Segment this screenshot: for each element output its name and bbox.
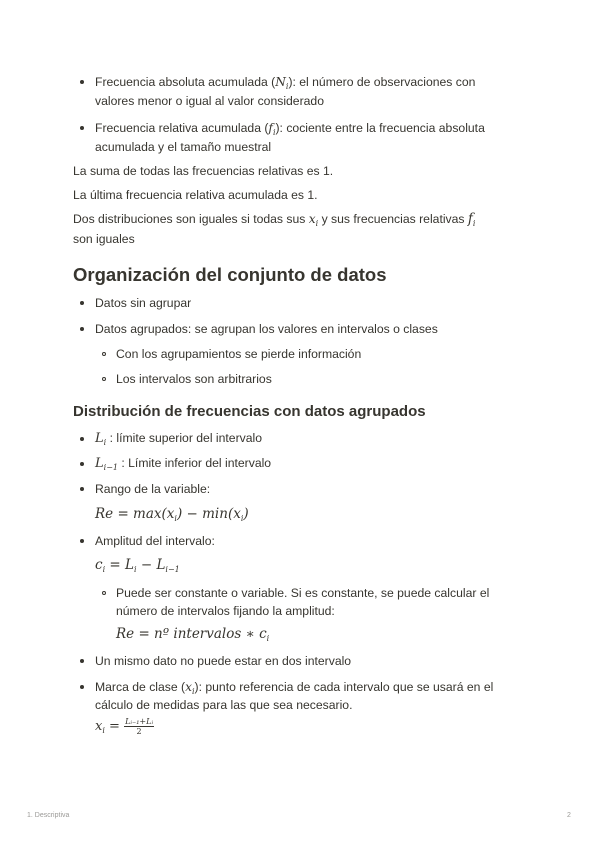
sub-list-item: Con los agrupamientos se pierde información [116, 347, 362, 361]
paragraph-equal-distributions: Dos distribuciones son iguales si todas sus $x_i$ y sus frecuencias relativas $f_i$ [73, 211, 476, 228]
list-item-amplitude-label: Amplitud del intervalo: [95, 534, 215, 548]
equation-number-of-intervals: Re = nº intervalos ∗ $c_i$ [116, 626, 270, 643]
list-item-class-mark: Marca de clase $(x_i)$: punto referencia de cada intervalo que se usará en el [95, 680, 494, 696]
bullet-dot [80, 80, 84, 84]
sub-bullet-circle [102, 377, 106, 381]
list-item-text: Frecuencia relativa acumulada ( [95, 121, 269, 135]
list-item-same-data: Un mismo dato no puede estar en dos intervalo [95, 654, 352, 668]
math-symbol: $f_i$ [467, 211, 476, 228]
bullet-dot [80, 437, 84, 441]
bullet-dot [80, 487, 84, 491]
paragraph-sum-relative: La suma de todas las frecuencias relativas es 1. [73, 164, 334, 178]
list-item-continuation: acumulada y el tamaño muestral [95, 140, 272, 154]
footer-page-number: 2 [567, 812, 571, 819]
list-item-continuation: cálculo de medidas para las que sea necesario. [95, 698, 353, 712]
list-item-continuation: valores menor o igual al valor considerado [95, 94, 324, 108]
sub-list-item: Puede ser constante o variable. Si es constante, se puede calcular el [116, 586, 490, 600]
bullet-dot [80, 462, 84, 466]
math-symbol: $x_i$ [308, 212, 319, 228]
list-item-absolute-cumulative [95, 74, 475, 90]
fraction: $\frac{\text{Lᵢ₋₁+Lᵢ}}{2}$ [125, 717, 154, 736]
bullet-dot [80, 327, 84, 331]
paragraph-continuation: son iguales [73, 232, 135, 246]
math-symbol: $N_i$ [275, 75, 289, 91]
bullet-dot [80, 685, 84, 689]
math-symbol: $L_{i-1}$ [95, 456, 118, 472]
list-item-upper-limit: $L_i$ : límite superior del intervalo [95, 431, 262, 447]
bullet-dot [80, 539, 84, 543]
sub-bullet-circle [102, 591, 106, 595]
math-symbol: $x_i$ [185, 680, 195, 696]
list-item-lower-limit: $L_{i-1}$ : Límite inferior del intervalo [95, 456, 272, 472]
equation-amplitude: $c_i = L_i - L_{i-1}$ [95, 557, 180, 574]
sub-list-item-continuation: número de intervalos fijando la amplitud: [116, 604, 335, 618]
sub-bullet-circle [102, 352, 106, 356]
math-symbol: $L_i$ [95, 431, 107, 447]
list-item-text: ): el número de observaciones con [288, 75, 476, 89]
math-symbol: $f_i$ [268, 121, 276, 137]
list-item-ungrouped: Datos sin agrupar [95, 296, 192, 310]
bullet-dot [80, 126, 84, 130]
list-item-relative-cumulative [95, 120, 485, 136]
list-item-range-label: Rango de la variable: [95, 482, 211, 496]
subsection-heading: Distribución de frecuencias con datos agrupados [73, 403, 426, 420]
footer-section-title: 1. Descriptiva [27, 812, 70, 819]
list-item-text: Frecuencia absoluta acumulada ( [95, 75, 276, 89]
bullet-dot [80, 301, 84, 305]
equation-class-mark: $x_i$ = $\frac{\text{Lᵢ₋₁+Lᵢ}}{2}$ [95, 717, 154, 736]
paragraph-last-relative: La última frecuencia relativa acumulada es 1. [73, 188, 318, 202]
section-heading: Organización del conjunto de datos [73, 264, 387, 285]
list-item-text: ): cociente entre la frecuencia absoluta [275, 121, 485, 135]
sub-list-item: Los intervalos son arbitrarios [116, 372, 272, 386]
list-item-grouped: Datos agrupados: se agrupan los valores en intervalos o clases [95, 322, 438, 336]
equation-range: $Re = \max(x_i) - \min(x_i)$ [95, 506, 249, 523]
bullet-dot [80, 659, 84, 663]
